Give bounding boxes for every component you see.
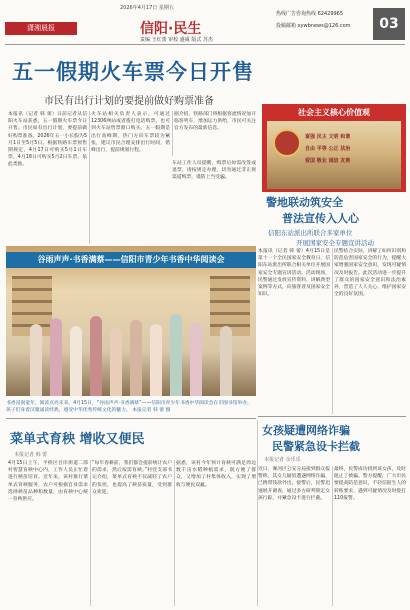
- event-banner: 谷雨声声·书香满蔡——信阳市青少年书香中华阅读会: [6, 252, 256, 268]
- child-figure: [90, 316, 102, 396]
- slogan-line: 自由 平等 公正 法治: [305, 146, 351, 152]
- editor-credits: 责编 王红蕾 审校 盛威 版式 苏杰: [140, 37, 213, 43]
- child-figure: [110, 328, 122, 396]
- child-figure: [190, 322, 202, 396]
- issue-date: 2026年4月17日 星期五: [120, 5, 174, 11]
- column-divider: [174, 460, 175, 606]
- slogan-line: 富强 民主 文明 和谐: [305, 134, 351, 140]
- section-divider: [6, 418, 256, 419]
- column-divider: [90, 460, 91, 606]
- column-divider: [172, 111, 173, 156]
- right-headline-line-1: 警地联动筑安全: [266, 196, 343, 209]
- main-story-column-1: 本报讯（记者 韩 蕾）日前记者从信阳火车站获悉，五一假期火车票今日开售。市民如有出行计划，要提前做好购票准备。2026年五一小长假为5月1日至5月5日。根据铁路车票预售期规定，4月17日可购买5月1日车票，4月18日可购买5月2日车票，依此类推。: [8, 112, 87, 168]
- main-story-column-3: 据介绍，铁路部门将根据客流情况加开临客列车，增加运力供给，市民可关注官方发布的最新信息。: [174, 112, 256, 132]
- section-divider: [258, 416, 406, 417]
- emblem-icon: [273, 129, 301, 157]
- child-figure: [150, 324, 162, 396]
- right-subheadline-line-2: 开展国家安全专题宣讲活动: [296, 239, 374, 247]
- bottom-story-column-1: 4月15日上午，平桥区甘岸街道二郎村智慧育秧中心内，工作人员正忙着进行秧苗培育。近年来，该村推行菜单式育秧服务，农户可根据自身需求选择秧苗品种和数量，由育秧中心统一育秧供应。: [8, 461, 88, 503]
- slogan-line: 爱国 敬业 诚信 友善: [305, 158, 351, 164]
- child-figure: [30, 324, 42, 396]
- submission-email: 投稿邮箱 xywbnews@126.com: [276, 23, 351, 29]
- right-bottom-headline-line-2: 民警紧急设卡拦截: [272, 440, 360, 453]
- page-number: 03: [373, 8, 405, 40]
- main-story-column-2: 火车站相关负责人表示，可通过12306网站或者拨打电话购票，也可到火车站售票窗口购买。五一假期是出行高峰期，热门方向车票较为紧张，建议市民合理安排出行时间，错峰出行，提前规划行程。: [91, 112, 170, 154]
- right-bottom-column-1: 近日，浉河区公安分局接到群众报警称，其女儿疑似遭遇网络诈骗，已携带钱款外出。接警后，民警迅速展开调查，通过多方研判锁定女孩行踪，并紧急设卡进行拦截。: [258, 467, 330, 501]
- newspaper-logo: 潇湘晨报: [5, 22, 77, 35]
- section-title: 信阳·民生: [140, 21, 202, 37]
- header-divider: [5, 44, 405, 45]
- main-headline: 五一假期火车票今日开售: [12, 59, 254, 84]
- child-figure: [50, 318, 62, 396]
- main-subheadline: 市民有出行计划的要提前做好购票准备: [44, 96, 214, 107]
- bottom-headline: 菜单式育秧 增收又便民: [10, 432, 145, 447]
- right-bottom-headline-line-1: 女孩疑遭网络诈骗: [262, 424, 350, 437]
- child-figure: [70, 326, 82, 396]
- column-divider: [332, 466, 333, 606]
- core-values-title: 社会主义核心价值观: [298, 108, 370, 117]
- bottom-byline: 本报记者 韩 蕾: [14, 452, 48, 458]
- ad-hotline: 热线广告咨询热线 62429965: [276, 11, 344, 17]
- right-subheadline-line-1: 信阳东站派出所联合多家单位: [268, 229, 353, 237]
- core-values-image: [267, 121, 401, 189]
- column-divider: [332, 248, 333, 414]
- photo-caption: 书香浸润童年，阅读点亮未来。4月15日，“谷雨声声·书香满蔡”——信阳市青少年书香中华阅读会在市图书馆举办，孩子们身着汉服诵读经典，感受中华优秀传统文化的魅力。 本报记者 韩 蕾 摄: [6, 401, 252, 413]
- main-story-column-4: 车站工作人员提醒，购票后如需改签或退票，请按规定办理，切勿通过非正规渠道购票，谨防上当受骗。: [172, 161, 256, 181]
- right-story-column-1: 本报讯（记者 韩 蕾）4月15日是第十一个全民国家安全教育日，信阳东站派出所联合相关单位开展国家安全专题宣讲活动。活动现场，民警通过发放宣传资料、讲解典型案例等方式，向旅客普及国家安全知识。: [258, 249, 330, 298]
- page-header: [0, 0, 410, 44]
- child-figure: [130, 320, 142, 396]
- column-divider: [89, 111, 90, 244]
- right-story-column-2: 民警结合实际，讲解了如何识别和防范危害国家安全的行为，提醒大家增强国家安全意识，发现可疑情况及时报告。此次活动进一步提升了群众的国家安全意识和法治素养，营造了人人关心、维护国家安全的良好氛围。: [334, 249, 406, 298]
- bottom-story-column-3: 据悉，该村今年预计育秧可满足周边数千亩水稻种植需求，既方便了群众，又增加了村集体收入，实现了增收与便民双赢。: [176, 461, 256, 488]
- core-values-box: [262, 104, 406, 192]
- bottom-story-column-2: “每年春耕前，我们都会提前统计农户的需求，然后按需育秧。”村党支部书记介绍，菜单式育秧不仅减轻了农户的负担，也提高了秧苗质量，受到群众欢迎。: [92, 461, 172, 495]
- reading-event-photo: [6, 246, 256, 396]
- child-figure: [220, 326, 232, 396]
- column-divider: [257, 420, 258, 606]
- right-headline-line-2: 普法宣传入人心: [282, 212, 359, 225]
- right-bottom-byline: 本报记者 余乐乐: [264, 457, 301, 463]
- right-bottom-column-2: 最终，民警成功找到该女孩，及时阻止了被骗。警方提醒，广大市民要提高防范意识，不轻信陌生人的转账要求，遇到可疑情况及时拨打110报警。: [334, 467, 406, 501]
- child-figure: [170, 314, 182, 396]
